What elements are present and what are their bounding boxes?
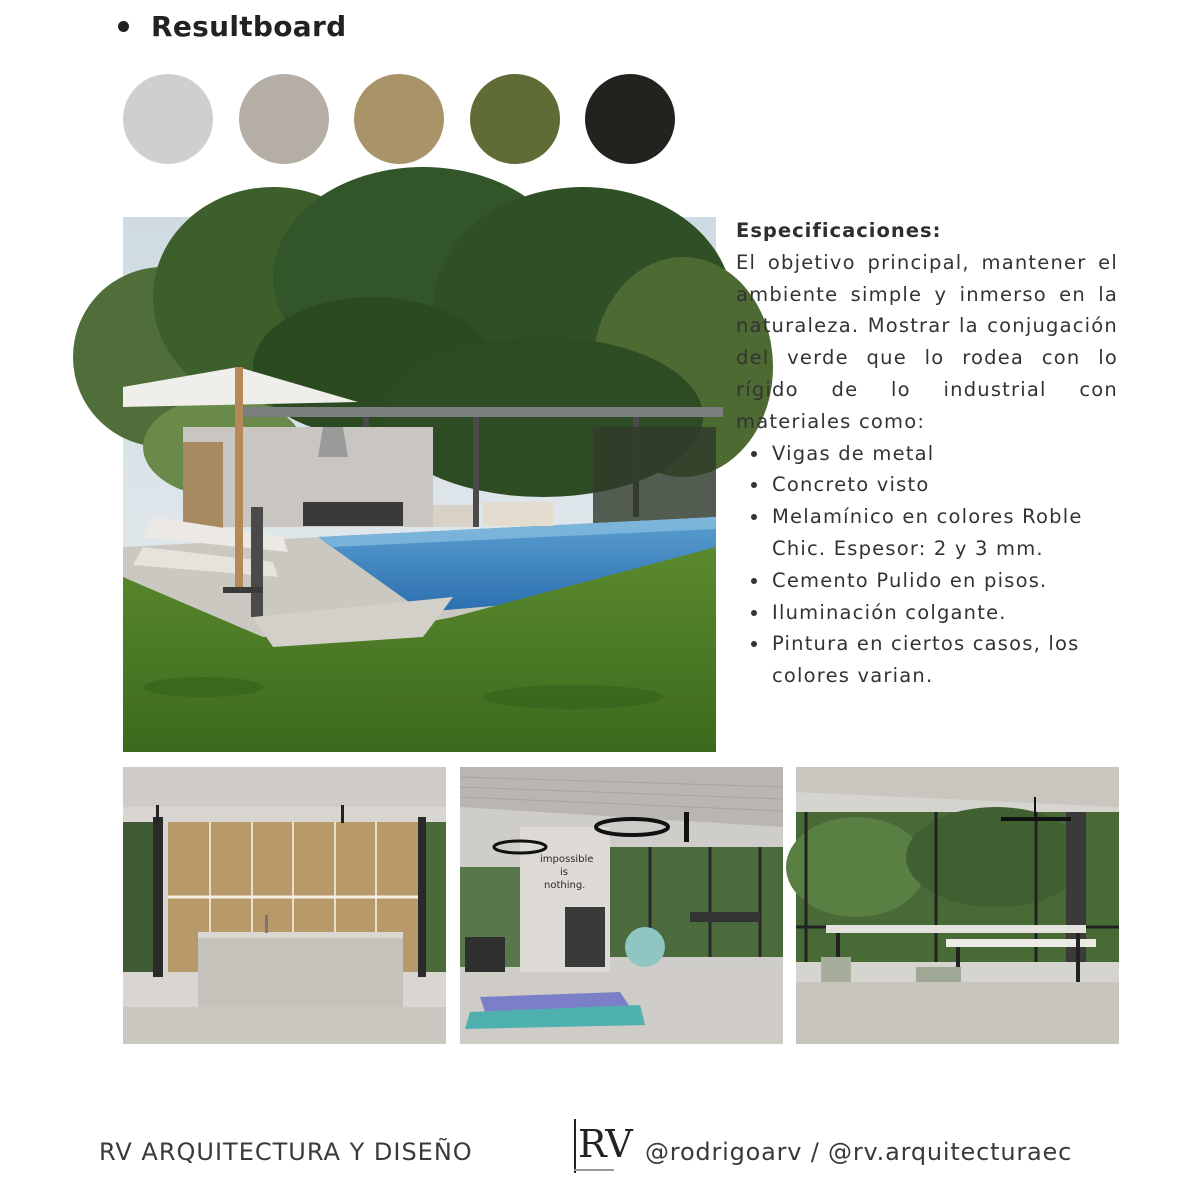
gym-render	[460, 767, 783, 1044]
rv-logo	[566, 1113, 633, 1183]
swatch-light-gray	[123, 74, 213, 164]
cowork-render	[796, 767, 1119, 1044]
company-name: RV ARQUITECTURA Y DISEÑO	[99, 1138, 473, 1166]
poster-line-2: is	[560, 867, 568, 878]
list-item: Iluminación colgante.	[772, 597, 1118, 629]
social-handles: @rodrigoarv / @rv.arquitecturaec	[645, 1138, 1073, 1166]
pool-terrace-render	[123, 217, 716, 752]
bullet-icon	[118, 21, 129, 32]
specifications-description: El objetivo principal, mantener el ambiente simple y inmerso en la naturaleza. Mostrar la conjugación del verde que lo rodea con lo rígido de lo industrial con materiales como:	[736, 250, 1118, 433]
list-item: Concreto visto	[772, 469, 1118, 501]
section-heading	[118, 4, 346, 48]
swatch-warm-gray	[239, 74, 329, 164]
materials-list	[736, 438, 1118, 692]
logo-text: RV	[578, 1122, 633, 1166]
specifications-panel	[736, 215, 1118, 692]
list-item: Vigas de metal	[772, 438, 1118, 470]
list-item: Cemento Pulido en pisos.	[772, 565, 1118, 597]
list-item: Pintura en ciertos casos, los colores varian.	[772, 628, 1118, 692]
kitchen-island-render	[123, 767, 446, 1044]
poster-line-1: impossible	[540, 854, 594, 865]
swatch-olive-green	[470, 74, 560, 164]
specifications-title: Especificaciones:	[736, 219, 942, 242]
list-item: Melamínico en colores Roble Chic. Espesor: 2 y 3 mm.	[772, 501, 1118, 565]
swatch-black	[585, 74, 675, 164]
poster-line-3: nothing.	[544, 880, 586, 891]
swatch-khaki	[354, 74, 444, 164]
heading-title: Resultboard	[151, 9, 347, 43]
